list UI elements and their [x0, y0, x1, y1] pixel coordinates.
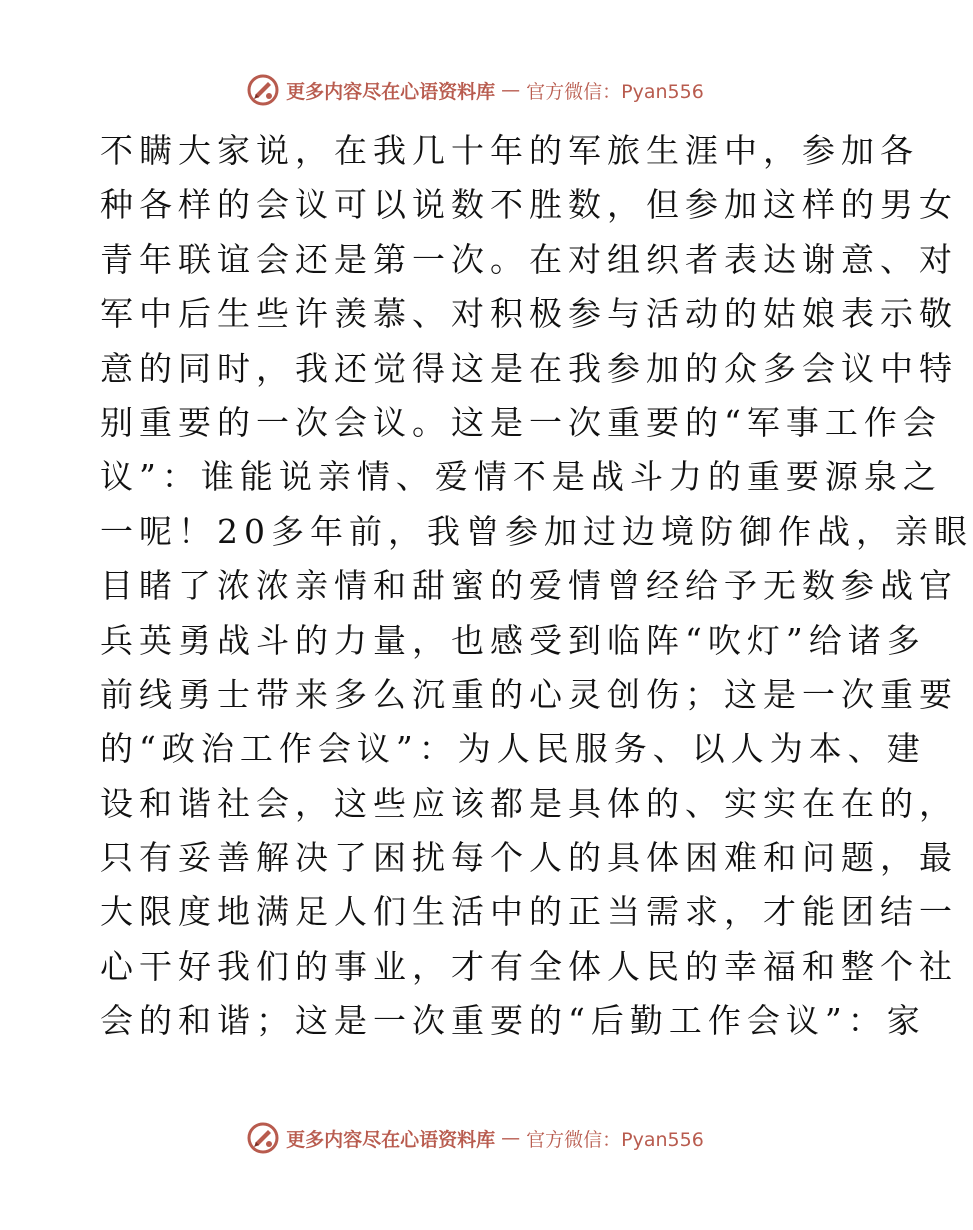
body-line: 目睹了浓浓亲情和甜蜜的爱情曾经给予无数参战官 [100, 566, 958, 606]
body-line: 种各样的会议可以说数不胜数，但参加这样的男女 [100, 185, 958, 225]
logo-icon [246, 73, 280, 107]
body-line: 只有妥善解决了困扰每个人的具体困难和问题，最 [100, 838, 958, 878]
body-line: 心干好我们的事业，才有全体人民的幸福和整个社 [100, 946, 958, 986]
body-line: 意的同时，我还觉得这是在我参加的众多会议中特 [100, 348, 958, 388]
header-site-name: 更多内容尽在心语资料库 [286, 80, 496, 103]
header-separator: — [501, 79, 521, 101]
body-line: 前线勇士带来多么沉重的心灵创伤；这是一次重要 [100, 674, 958, 714]
header-wechat: 官方微信：Pyan556 [526, 80, 704, 103]
body-line: 不瞒大家说，在我几十年的军旅生涯中，参加各 [100, 131, 919, 170]
body-line: 别重要的一次会议。这是一次重要的“军事工作会 [100, 402, 942, 442]
logo-icon [246, 1121, 280, 1155]
body-line: 议”：谁能说亲情、爱情不是战斗力的重要源泉之 [100, 457, 942, 497]
body-line: 军中后生些许羡慕、对积极参与活动的姑娘表示敬 [100, 294, 958, 334]
footer-separator: — [501, 1127, 521, 1149]
body-line: 青年联谊会还是第一次。在对组织者表达谢意、对 [100, 239, 958, 279]
body-line: 大限度地满足人们生活中的正当需求，才能团结一 [100, 892, 958, 932]
body-line: 一呢！20多年前，我曾参加过边境防御作战，亲眼 [100, 511, 973, 551]
body-line: 会的和谐；这是一次重要的“后勤工作会议”：家 [100, 1001, 926, 1041]
header-banner [0, 72, 950, 108]
footer-banner [0, 1120, 950, 1156]
footer-wechat: 官方微信：Pyan556 [526, 1128, 704, 1151]
body-line: 兵英勇战斗的力量，也感受到临阵“吹灯”给诸多 [100, 620, 926, 660]
body-line: 的“政治工作会议”：为人民服务、以人为本、建 [100, 729, 926, 769]
body-line: 设和谐社会，这些应该都是具体的、实实在在的， [100, 783, 958, 823]
footer-site-name: 更多内容尽在心语资料库 [286, 1128, 496, 1151]
document-body [100, 124, 973, 1049]
